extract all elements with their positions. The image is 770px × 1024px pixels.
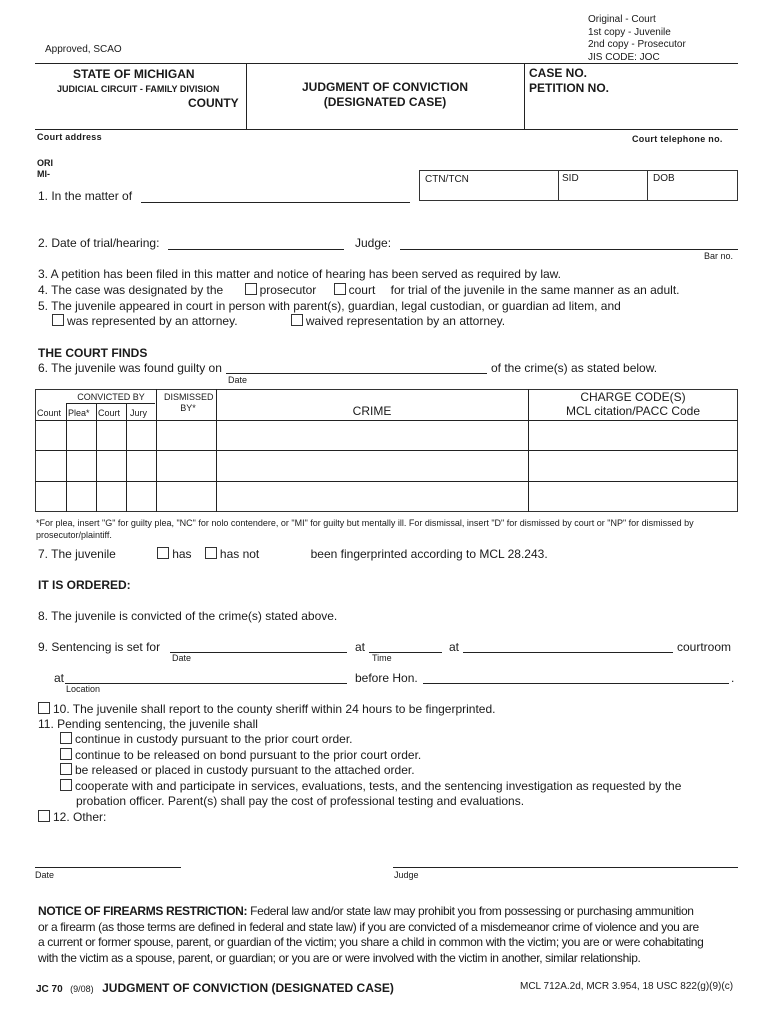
item6: 6. The juvenile was found guilty on	[38, 361, 222, 375]
custody-checkbox[interactable]	[60, 732, 72, 744]
ori-label: ORI	[37, 158, 54, 168]
distribution-line: 2nd copy - Prosecutor	[588, 39, 686, 50]
jury-header: Jury	[130, 408, 148, 418]
item4: 4. The case was designated by the prosecutor court for trial of the juvenile in the same manner as an adult.	[38, 283, 680, 297]
distribution-line: 1st copy - Juvenile	[588, 26, 671, 38]
location-caption: Location	[66, 684, 101, 694]
signature-judge-line[interactable]	[393, 867, 738, 868]
footer-citation: MCL 712A.2d, MCR 3.954, 18 USC 822(g)(9)(c)	[520, 981, 734, 992]
item5: 5. The juvenile appeared in court in person with parent(s), guardian, legal custodian, or guardian ad litem, and	[38, 299, 621, 313]
courtroom-field[interactable]	[463, 652, 673, 653]
has-not-checkbox[interactable]	[205, 547, 217, 559]
plea-header: Plea*	[68, 408, 90, 418]
footer	[36, 979, 394, 997]
circuit-label: JUDICIAL CIRCUIT - FAMILY DIVISION	[57, 84, 220, 94]
dob-box[interactable]: DOB	[647, 170, 738, 201]
item9: 9. Sentencing is set for	[38, 640, 161, 654]
item3: 3. A petition has been filed in this matter and notice of hearing has been served as required by law.	[38, 267, 562, 281]
signature-date-label: Date	[35, 870, 55, 880]
hon-field[interactable]	[423, 683, 729, 684]
item1-matter: 1. In the matter of	[38, 189, 133, 203]
form-date: (9/08)	[70, 984, 94, 994]
distribution-line: Original - Court	[588, 14, 656, 25]
approved-scao: Approved, SCAO	[45, 44, 122, 55]
case-no-label: CASE NO.	[529, 66, 588, 80]
petition-no-label: PETITION NO.	[529, 81, 610, 95]
at-label: at	[355, 640, 366, 654]
mi-label: MI-	[37, 169, 50, 179]
bar-no-label: Bar no.	[704, 251, 734, 261]
other-checkbox[interactable]	[38, 810, 50, 822]
item12: 12. Other:	[38, 810, 106, 824]
form-title-line2: (DESIGNATED CASE)	[323, 95, 447, 109]
cooperate-checkbox[interactable]	[60, 779, 72, 791]
table-footnote: *For plea, insert "G" for guilty plea, "NC" for nolo contendere, or "MI" for guilty but mentally ill. For dismissal, insert "D" for dismissed by court or "NP" for dismissed by prosecutor/plaintiff.	[36, 518, 694, 540]
item2-date: 2. Date of trial/hearing:	[38, 236, 160, 250]
item10: 10. The juvenile shall report to the county sheriff within 24 hours to be fingerprinted.	[38, 702, 496, 716]
item5-options: was represented by an attorney. waived representation by an attorney.	[52, 314, 505, 328]
item6-end: of the crime(s) as stated below.	[491, 361, 658, 375]
item7: 7. The juvenile has has not been fingerprinted according to MCL 28.243.	[38, 547, 548, 561]
trial-date-field[interactable]	[168, 249, 344, 250]
county-label: COUNTY	[188, 96, 239, 110]
jis-code: JIS CODE: JOC	[588, 51, 660, 63]
footer-title: JUDGMENT OF CONVICTION (DESIGNATED CASE)	[102, 981, 394, 995]
court-checkbox[interactable]	[334, 283, 346, 295]
firearms-notice: NOTICE OF FIREARMS RESTRICTION: Federal law and/or state law may prohibit you from possessing or purchasing ammunition or a firearm (as those terms are defined in federal and state law) if you are convicted of a misdemeanor crime of violence and you are a current or former spouse, parent, or guardian of the victim; you share a child in common with the victim; you are or were cohabitating with the victim as a spouse, parent, or guardian; or you are or were involved with the victim in another, similar relationship.	[38, 904, 704, 965]
ctn-box[interactable]: CTN/TCN	[419, 170, 559, 201]
sentencing-date-field[interactable]	[170, 652, 347, 653]
convicted-by-header: CONVICTED BY	[77, 392, 145, 402]
before-hon-label: before Hon.	[355, 671, 418, 685]
judge-label: Judge:	[355, 236, 392, 250]
waived-checkbox[interactable]	[291, 314, 303, 326]
has-checkbox[interactable]	[157, 547, 169, 559]
date-caption: Date	[228, 375, 248, 385]
court-header: Court	[98, 408, 121, 418]
form-title-line1: JUDGMENT OF CONVICTION	[301, 80, 468, 94]
form-title	[246, 80, 524, 110]
item11: 11. Pending sentencing, the juvenile shall	[38, 717, 258, 731]
date-caption-2: Date	[172, 653, 192, 663]
signature-judge-label: Judge	[394, 870, 419, 880]
it-is-ordered-heading: IT IS ORDERED:	[38, 578, 131, 592]
matter-field[interactable]	[141, 202, 410, 203]
state-name: STATE OF MICHIGAN	[73, 67, 195, 81]
prosecutor-checkbox[interactable]	[245, 283, 257, 295]
form-code: JC 70	[36, 984, 63, 995]
bond-checkbox[interactable]	[60, 748, 72, 760]
court-address-label: Court address	[37, 132, 102, 142]
at-location-label: at	[54, 671, 65, 685]
time-caption: Time	[372, 653, 392, 663]
item10-checkbox[interactable]	[38, 702, 50, 714]
charge-code-header: CHARGE CODE(S) MCL citation/PACC Code	[565, 390, 701, 418]
distribution-list	[588, 14, 686, 64]
released-checkbox[interactable]	[60, 763, 72, 775]
represented-checkbox[interactable]	[52, 314, 64, 326]
cooperate-continued: probation officer. Parent(s) shall pay the cost of professional testing and evaluations.	[76, 794, 525, 808]
crime-header: CRIME	[352, 404, 392, 418]
sid-box[interactable]: SID	[558, 170, 648, 201]
at-label-2: at	[449, 640, 460, 654]
signature-date-line[interactable]	[35, 867, 181, 868]
item11-options: continue in custody pursuant to the prior court order. continue to be released on bond pursuant to the prior court order. be released or placed in custody pursuant to the attached order. cooperate with and participate in services, evaluations, tests, and the sentencing investigation as requested by the probation officer. Parent(s) shall pay the cost of professional testing and evaluations.	[60, 732, 681, 810]
guilty-date-field[interactable]	[226, 373, 487, 374]
judge-field[interactable]	[400, 249, 738, 250]
count-header: Count	[37, 408, 62, 418]
dismissed-by-header: DISMISSED BY*	[164, 392, 214, 413]
court-finds-heading: THE COURT FINDS	[38, 346, 148, 360]
notice-title: NOTICE OF FIREARMS RESTRICTION:	[38, 904, 248, 918]
item8: 8. The juvenile is convicted of the crime(s) stated above.	[38, 609, 338, 623]
court-phone-label: Court telephone no.	[632, 134, 723, 144]
period: .	[731, 671, 735, 685]
location-field[interactable]	[65, 683, 347, 684]
courtroom-label: courtroom	[677, 640, 732, 654]
